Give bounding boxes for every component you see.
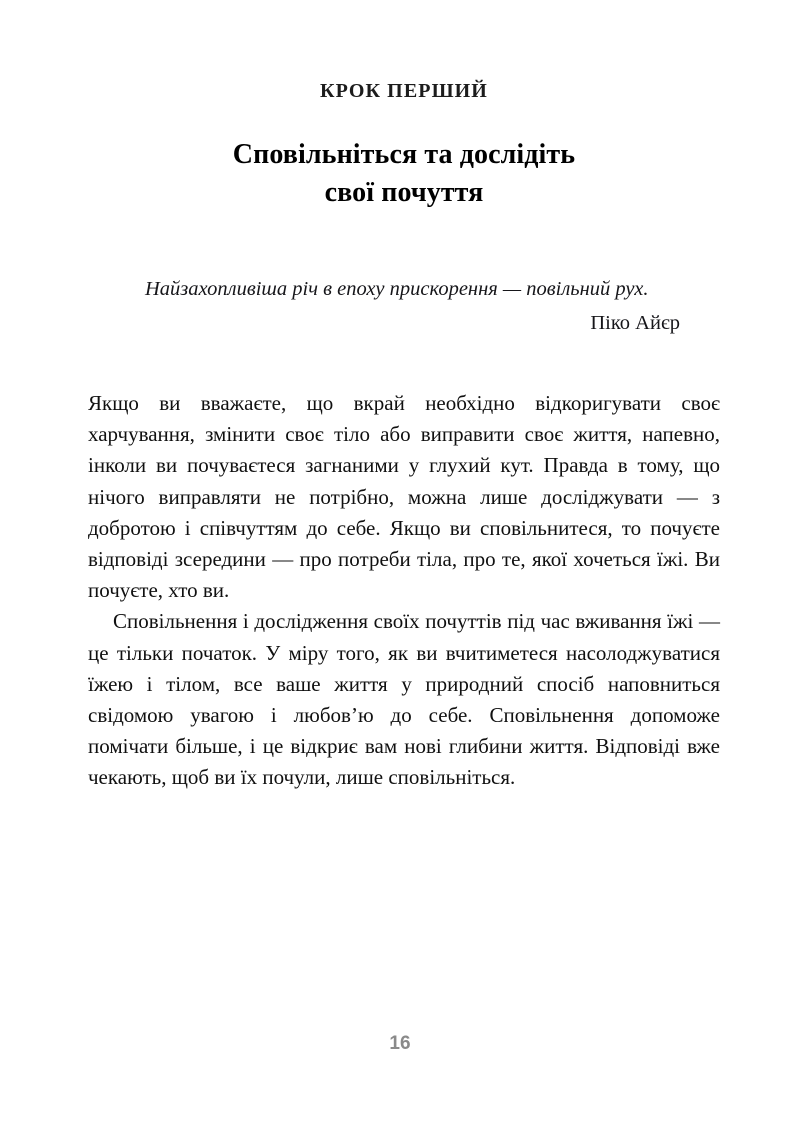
chapter-eyebrow: КРОК ПЕРШИЙ [320,80,488,102]
body-paragraph: Якщо ви вважаєте, що вкрай необхідно відкоригувати своє харчування, змінити своє тіло або виправити своє життя, напевно, інколи ви почуваєтеся загнаними у глухий кут. Правда в тому, що нічого виправляти не потрібно, можна лише досліджувати — з добротою і співчуттям до себе. Якщо ви сповільнитеся, то почуєте відповіді зсередини — про потреби тіла, про те, якої хочеться їжі. Ви почуєте, хто ви. [88,391,720,603]
epigraph-quote: Найзахопливіша річ в епоху прискорення — повільний рух. [145,278,649,300]
page-title [88,104,720,212]
page-title-line-1: Сповільніться та дослідіть [232,139,576,170]
epigraph-attribution: Піко Айєр [590,312,680,334]
epigraph [128,228,680,337]
page-content-column [88,0,720,794]
page-title-line-2: свої почуття [324,177,484,208]
page-number: 16 [389,1033,411,1054]
body-paragraph: Сповільнення і дослідження своїх почуттів під час вживання їжі — це тільки початок. У міру того, як ви вчитиметеся насолоджуватися їжею і тілом, все ваше життя у природний спосіб наповниться свідомою увагою і любов’ю до себе. Сповільнення допоможе помічати більше, і це відкриє вам нові глибини життя. Відповіді вже чекають, щоб ви їх почули, лише сповільніться. [88,609,720,790]
body-copy [88,353,720,794]
